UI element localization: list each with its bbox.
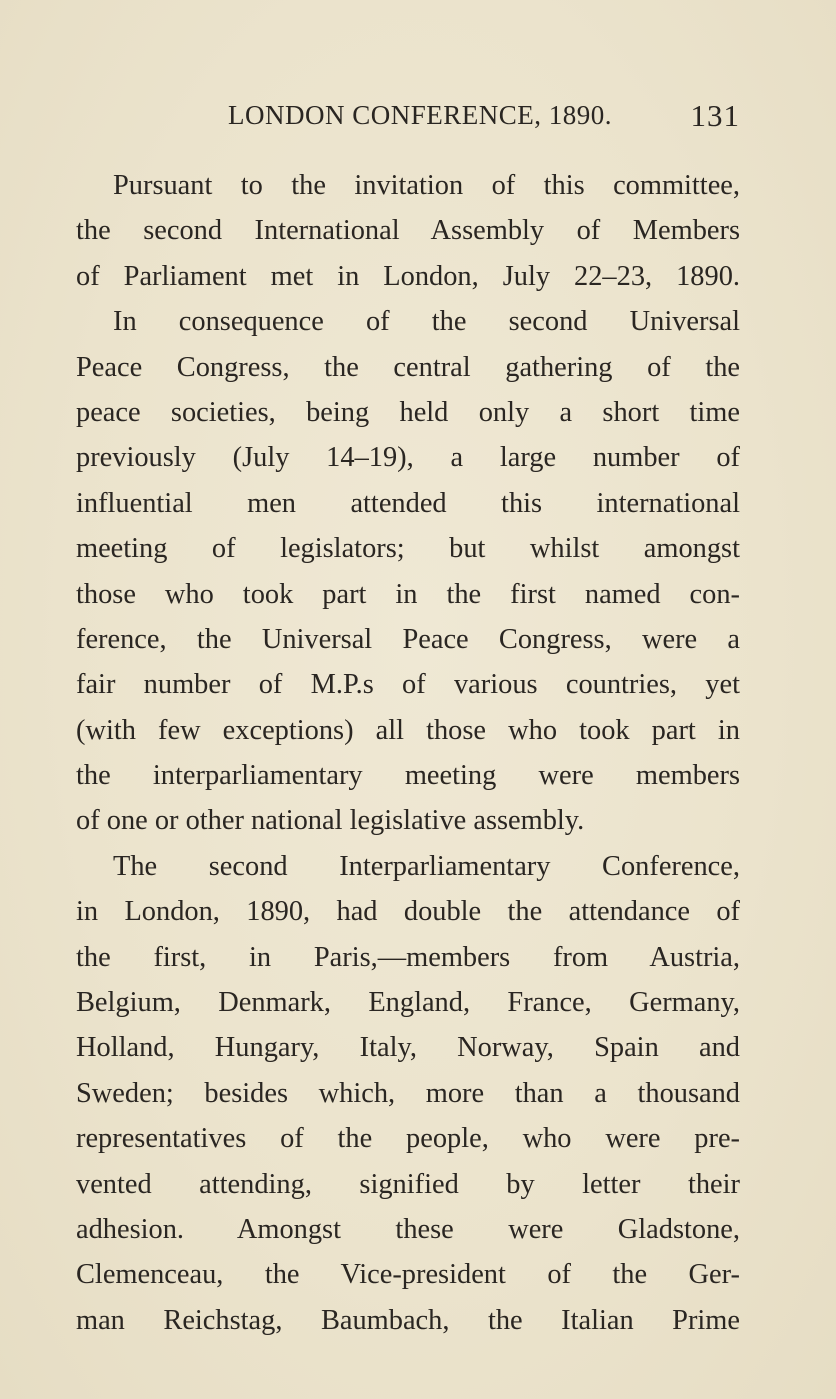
text-line: the first, in Paris,—members from Austria, — [76, 941, 740, 973]
text-line: adhesion. Amongst these were Gladstone, — [76, 1213, 740, 1245]
text-line: in London, 1890, had double the attendance of — [76, 896, 740, 928]
text-line: man Reichstag, Baumbach, the Italian Prime — [76, 1304, 740, 1336]
text-line: Sweden; besides which, more than a thousand — [76, 1077, 740, 1109]
text-line: Clemenceau, the Vice-president of the Ger- — [76, 1259, 740, 1291]
text-line: the interparliamentary meeting were members — [76, 760, 740, 792]
text-line: of one or other national legislative assembly. — [76, 805, 585, 837]
text-line: influential men attended this international — [76, 487, 740, 519]
text-line: those who took part in the first named con- — [76, 578, 740, 610]
text-line: Pursuant to the invitation of this committee, — [113, 170, 740, 201]
text-line: previously (July 14–19), a large number of — [76, 442, 740, 474]
text-line: vented attending, signified by letter their — [76, 1168, 740, 1200]
text-line: (with few exceptions) all those who took part in — [76, 714, 740, 746]
text-line: ference, the Universal Peace Congress, were a — [76, 623, 740, 655]
running-head — [76, 96, 740, 142]
text-line: In consequence of the second Universal — [113, 306, 740, 338]
text-line: Belgium, Denmark, England, France, Germany, — [76, 987, 740, 1019]
text-line: fair number of M.P.s of various countries, yet — [76, 669, 740, 701]
text-line: of Parliament met in London, July 22–23, 1890. — [76, 260, 740, 292]
body-text — [76, 163, 740, 1343]
running-title: LONDON CONFERENCE, 1890. — [228, 100, 613, 130]
text-line: Holland, Hungary, Italy, Norway, Spain and — [76, 1032, 740, 1064]
text-line: representatives of the people, who were pre- — [76, 1123, 740, 1155]
page-number: 131 — [690, 98, 740, 133]
text-line: the second International Assembly of Members — [76, 215, 740, 247]
text-line: peace societies, being held only a short time — [76, 396, 740, 428]
text-line: The second Interparliamentary Conference, — [113, 850, 740, 882]
text-line: Peace Congress, the central gathering of the — [76, 351, 740, 383]
text-line: meeting of legislators; but whilst amongst — [76, 533, 740, 565]
